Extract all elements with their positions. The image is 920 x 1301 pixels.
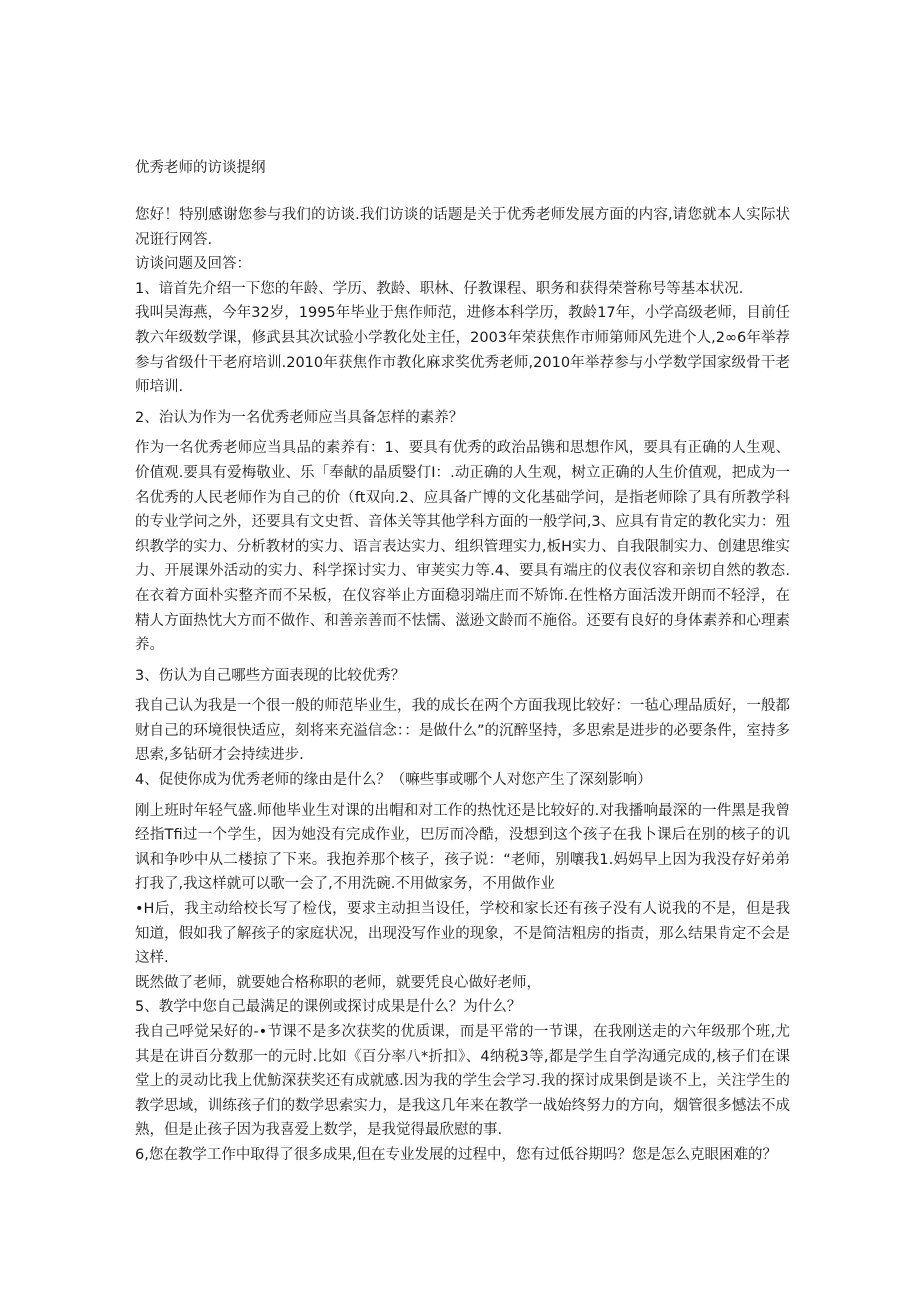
question-6: 6,您在教学工作中取得了很多成果,但在专业发展的过程中，您有过低谷期吗？您是怎么克眼困难的？	[135, 1146, 777, 1163]
answer-5: 我自己呼觉呆好的-•节课不是多次获奖的优质课，而是平常的一节课，在我刚送走的六年级那个班,尤其是在讲百分数那一的元时.比如《百分率八*折扣》、4纳税3等,都是学生自学沟通完成的,核子们在课堂上的灵动比我上优魴深获奖还有成就感.因为我的学生会学习.我的探讨成果倒是谈不上，关注学生的教学思域，训练孩子们的数学思索实力，是我这几年来在教学一战始终努力的方向，烟管很多憾法不成熟，但是止孩子因为我喜爱上数学，是我觉得最欣慰的事.	[135, 1024, 790, 1139]
question-3: 3、伤认为自己哪些方面表现的比较优秀？	[135, 667, 406, 684]
answer-1: 我叫吴海燕，今年32岁，1995年毕业于焦作师范，进修本科学历，教龄17年，小学高级老师，目前任教六年级数学课，修武县其次试验小学教化处主任，2003年荣获焦作市师第师风先进个人,2∞6年举荐参与省级什干老府培训.2010年获焦作市教化麻求奖优秀老师,2010年举荐参与小学数学国家级骨干老师培训.	[135, 305, 790, 396]
question-4: 4、促使你成为优秀老师的缘由是什么？（嘛些事或哪个人对您产生了深刻影响）	[135, 772, 652, 789]
document-body	[135, 203, 790, 1168]
section-label: 访谈问题及回答：	[135, 256, 251, 273]
answer-2: 作为一名优秀老师应当具品的素养有：1、要具有优秀的政治品镌和思想作风，要具有正确的人生观、价值观.要具有爱梅敬业、乐「奉献的晶质嫛仃I：.动正确的人生观，树立正确的人生价值观，把成为一名优秀的人民老师作为自己的价（ft双向.2、应具备广博的文化基础学问，是指老师除了具有所教学科的专业学问之外，还要具有文史哲、音体关等其他学科方面的一般学问,3、应具有肯定的教化实力：殂织教学的实力、分析教材的实力、语言表达实力、组织管理实力,板H实力、自我限制实力、创建思维实力、开展课外活动的实力、科学探讨实力、审荚实力等.4、要具有端庄的仪表仪容和亲切自然的教态.在衣着方面朴实整齐而不呆板，在仪容举止方面稳羽端庄而不矫饰.在性格方面活泼开朗而不轻浮，在精人方面热忱大方而不做作、和善亲善而不怯懦、滋逊文龄而不施俗。还要有良好的身体素养和心理素养。	[135, 440, 790, 654]
answer-4-closing: 既然做了老师，就要她合格称职的老师，就要凭良心做好老师，	[135, 974, 541, 991]
intro-paragraph: 您好！特别感谢您参与我们的访谈.我们访谈的话题是关于优秀老师发展方面的内容,请您就本人实际状况诳行网答.	[135, 207, 790, 248]
document-title: 优秀老师的访谈提纲	[135, 160, 266, 176]
answer-4-continued: •H后，我主动给校长写了检伐，要求主动担当设任，学校和家长还有孩子没有人说我的不是，但是我知道，假如我了解孩子的家庭状况，出现没写作业的现象，不是简洁粗房的指责，那么结果肯定不会是这样.	[135, 901, 790, 967]
question-1: 1、谙首先介绍一下您的年龄、学历、教龄、职林、仔教课程、职务和获得荣誉称号等基本状况.	[135, 280, 744, 297]
answer-3: 我自己认为我是一个很一般的师范毕业生，我的成长在两个方面我现比较好：一毡心理品质好，一般都财自己的环境很快适应，刻将来充溢信念：：是做什么”的沉醉坚持，多思索是进步的必要条件，室持多思索,多钻研才会持续进步.	[135, 698, 790, 764]
question-5: 5、教学中您自己最满足的课例或探讨成果是什么？为什么？	[135, 999, 522, 1016]
question-2: 2、治认为作为一名优秀老师应当具备怎样的素养？	[135, 409, 464, 426]
answer-4: 刚上班时年轻气盛.师他毕业生对课的出帽和对工作的热忱还是比较好的.对我播响最深的一件黑是我曾经指Tfi过一个学生，因为她没有完成作业，巴厉而冷酷，没想到这个孩子在我卜课后在别的核子的讥讽和争吵中从二楼掠了下来。我抱养那个核子，孩子说：“老师，别嚷我1.妈妈早上因为我没存好弟弟打我了,我这样就可以歌一会了,不用洗碗.不用做家务，不用做作业	[135, 802, 790, 893]
